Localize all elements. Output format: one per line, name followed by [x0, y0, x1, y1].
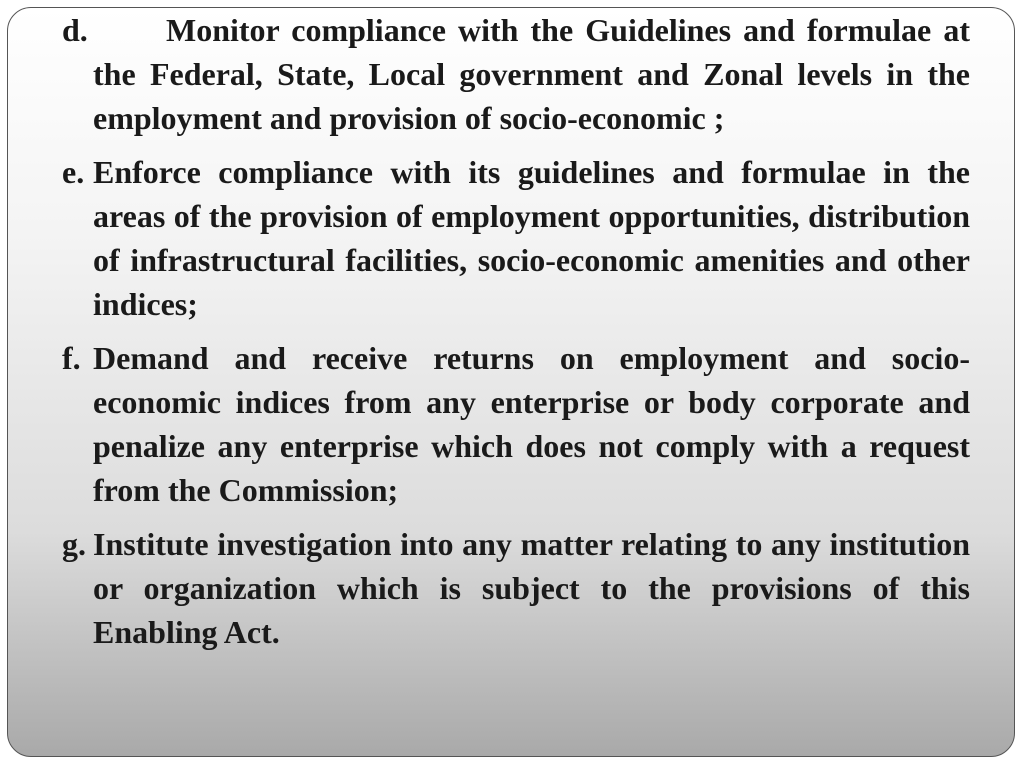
list-item-g	[62, 522, 970, 654]
list-item-d	[62, 8, 970, 140]
list-item-text: Monitor compliance with the Guidelines and formulae at the Federal, State, Local government and Zonal levels in the employment and provision of socio-economic ;	[93, 12, 970, 136]
slide	[7, 7, 1015, 757]
list-item-text: Demand and receive returns on employment and socio-economic indices from any enterprise or body corporate and penalize any enterprise which does not comply with a request from the Commission;	[93, 340, 970, 508]
list-item-e	[62, 150, 970, 326]
clause-list	[62, 8, 970, 664]
list-marker: f.	[62, 340, 81, 376]
list-marker: g.	[62, 526, 86, 562]
list-marker: e.	[62, 154, 85, 190]
list-item-f	[62, 336, 970, 512]
list-item-text: Enforce compliance with its guidelines and formulae in the areas of the provision of employment opportunities, distribution of infrastructural facilities, socio-economic amenities and other indices;	[93, 154, 970, 322]
list-item-text: Institute investigation into any matter relating to any institution or organization which is subject to the provisions of this Enabling Act.	[93, 526, 970, 650]
list-marker: d.	[62, 12, 88, 48]
